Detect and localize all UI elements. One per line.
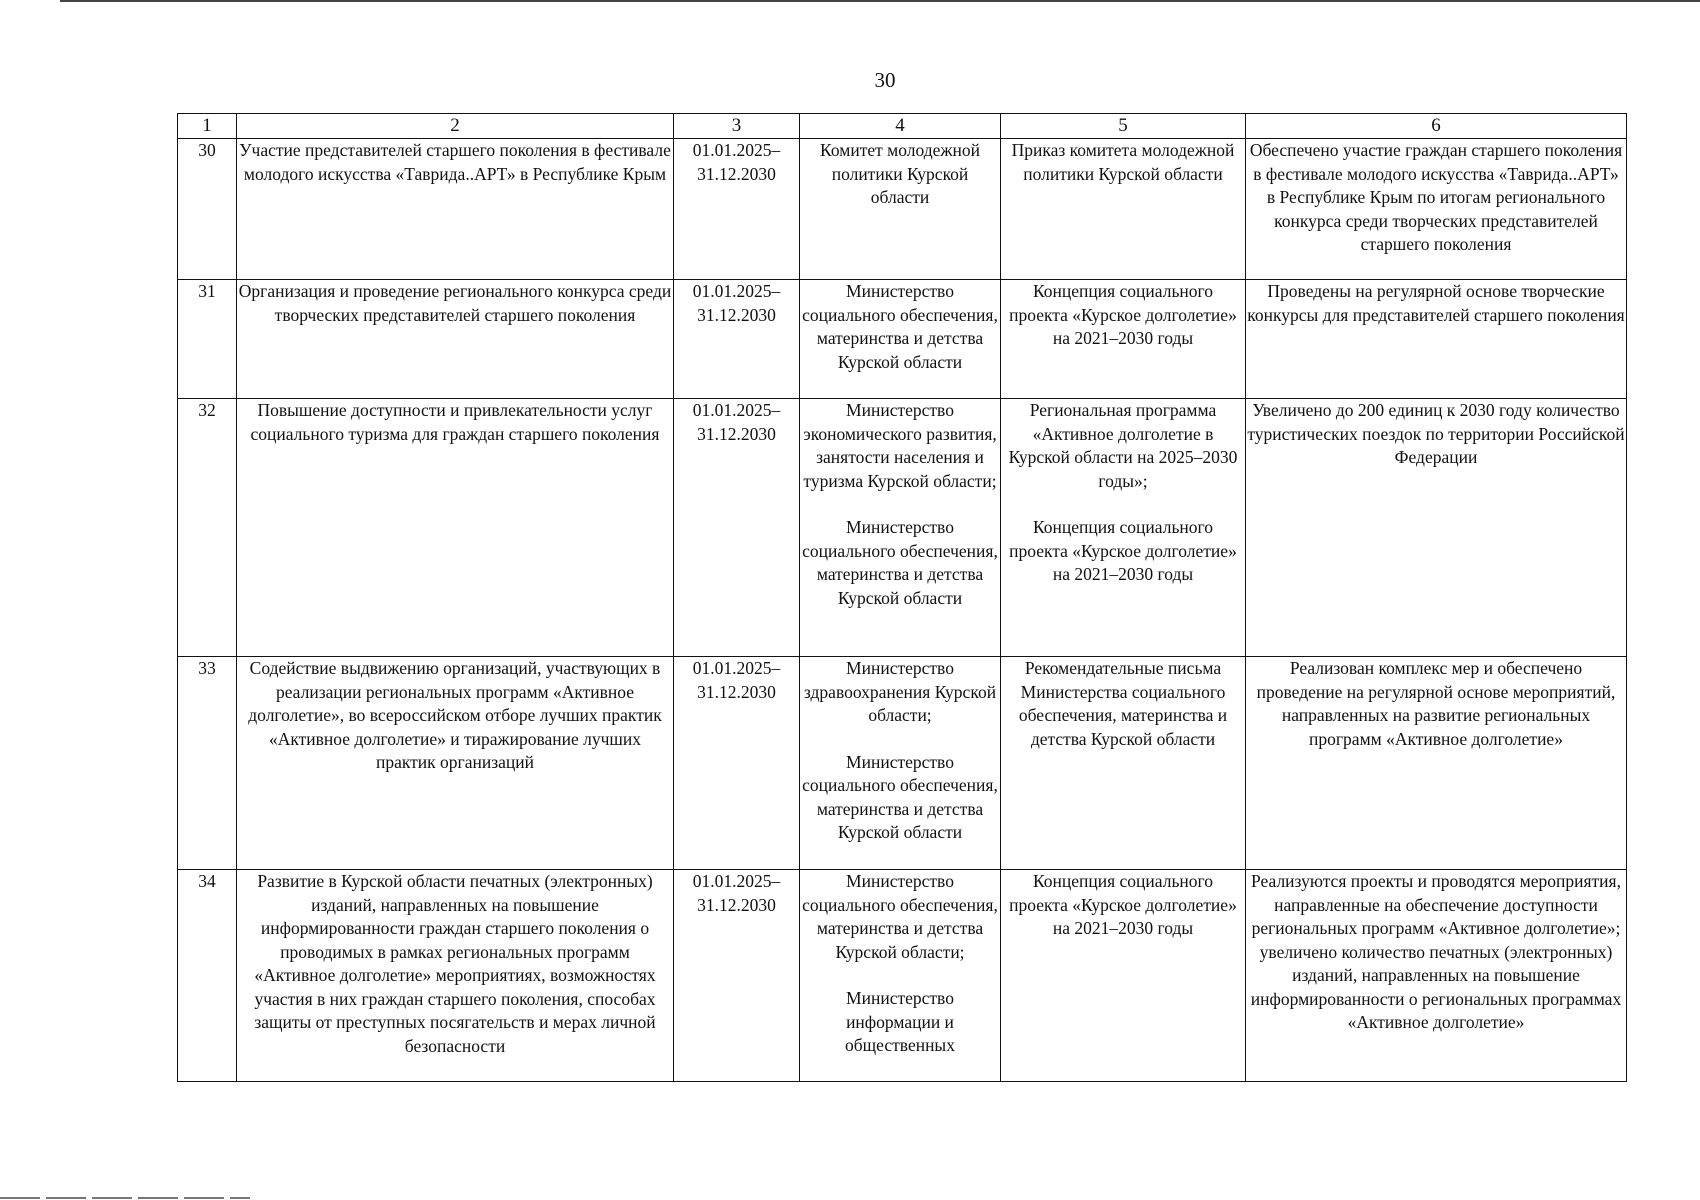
row-number: 34 bbox=[178, 870, 237, 1082]
document bbox=[1001, 657, 1246, 870]
expected-result: Реализуются проекты и проводятся мероприятия, направленные на обеспечение доступности региональных программ «Активное долголетие»; увеличено количество печатных (электронных) изданий, направленных на повышение информированности о региональных программах «Активное долголетие» bbox=[1246, 870, 1627, 1082]
executor-entry: Министерство информации и общественных bbox=[845, 988, 955, 1055]
executor-entry: Министерство социального обеспечения, материнства и детства Курской области bbox=[802, 281, 998, 372]
column-header: 6 bbox=[1246, 114, 1627, 139]
executor-entry: Министерство здравоохранения Курской области; bbox=[803, 658, 997, 725]
date-start: 01.01.2025– bbox=[692, 400, 781, 420]
executor bbox=[800, 657, 1001, 870]
document-entry: Рекомендательные письма Министерства социального обеспечения, материнства и детства Курской области bbox=[1018, 658, 1228, 749]
document-entry: Концепция социального проекта «Курское долголетие» на 2021–2030 годы bbox=[1009, 871, 1237, 938]
date-end: 31.12.2030 bbox=[697, 681, 776, 702]
table-row bbox=[178, 870, 1627, 1082]
executor-entry: Министерство социального обеспечения, материнства и детства Курской области bbox=[802, 751, 998, 842]
table-header-row bbox=[178, 114, 1627, 139]
document-entry: Региональная программа «Активное долголетие в Курской области на 2025–2030 годы»; bbox=[1008, 400, 1238, 491]
expected-result: Проведены на регулярной основе творческие конкурсы для представителей старшего поколения bbox=[1246, 280, 1627, 399]
date-start: 01.01.2025– bbox=[692, 140, 781, 160]
column-header: 3 bbox=[674, 114, 800, 139]
plan-table bbox=[177, 113, 1627, 1082]
date-end: 31.12.2030 bbox=[697, 423, 776, 444]
period bbox=[674, 399, 800, 657]
executor-entry: Министерство социального обеспечения, материнства и детства Курской области; bbox=[802, 871, 998, 962]
executor-entry: Министерство социального обеспечения, материнства и детства Курской области bbox=[802, 517, 998, 608]
row-number: 33 bbox=[178, 657, 237, 870]
column-header: 4 bbox=[800, 114, 1001, 139]
executor bbox=[800, 139, 1001, 280]
expected-result: Обеспечено участие граждан старшего поколения в фестивале молодого искусства «Таврида..АРТ» в Республике Крым по итогам регионального конкурса среди творческих представителей старшего поколения bbox=[1246, 139, 1627, 280]
table-row bbox=[178, 139, 1627, 280]
activity-name: Организация и проведение регионального конкурса среди творческих представителей старшего поколения bbox=[237, 280, 674, 399]
executor-entry: Комитет молодежной политики Курской области bbox=[820, 140, 980, 207]
document-entry: Приказ комитета молодежной политики Курской области bbox=[1011, 140, 1235, 184]
activity-name: Развитие в Курской области печатных (электронных) изданий, направленных на повышение информированности граждан старшего поколения о проводимых в рамках региональных программ «Активное долголетие» мероприятиях, возможностях участия в них граждан старшего поколения, способах защиты от преступных посягательств и мерах личной безопасности bbox=[237, 870, 674, 1082]
executor-entry: Министерство экономического развития, занятости населения и туризма Курской области; bbox=[803, 400, 997, 491]
column-header: 1 bbox=[178, 114, 237, 139]
executor bbox=[800, 399, 1001, 657]
executor bbox=[800, 280, 1001, 399]
document bbox=[1001, 870, 1246, 1082]
column-header: 5 bbox=[1001, 114, 1246, 139]
activity-name: Содействие выдвижению организаций, участвующих в реализации региональных программ «Активное долголетие», во всероссийском отборе лучших практик «Активное долголетие» и тиражирование лучших практик организаций bbox=[237, 657, 674, 870]
date-end: 31.12.2030 bbox=[697, 304, 776, 325]
table-row bbox=[178, 280, 1627, 399]
row-number: 31 bbox=[178, 280, 237, 399]
table-row bbox=[178, 657, 1627, 870]
expected-result: Реализован комплекс мер и обеспечено проведение на регулярной основе мероприятий, направленных на развитие региональных программ «Активное долголетие» bbox=[1246, 657, 1627, 870]
period bbox=[674, 139, 800, 280]
document bbox=[1001, 139, 1246, 280]
period bbox=[674, 870, 800, 1082]
expected-result: Увеличено до 200 единиц к 2030 году количество туристических поездок по территории Российской Федерации bbox=[1246, 399, 1627, 657]
document-entry: Концепция социального проекта «Курское долголетие» на 2021–2030 годы bbox=[1009, 281, 1237, 348]
page-number: 30 bbox=[874, 68, 896, 92]
activity-name: Участие представителей старшего поколения в фестивале молодого искусства «Таврида..АРТ» в Республике Крым bbox=[237, 139, 674, 280]
page-top-edge bbox=[60, 0, 1700, 2]
date-start: 01.01.2025– bbox=[692, 281, 781, 301]
page-bottom-edge bbox=[0, 1197, 250, 1199]
date-end: 31.12.2030 bbox=[697, 894, 776, 915]
document bbox=[1001, 280, 1246, 399]
document bbox=[1001, 399, 1246, 657]
date-start: 01.01.2025– bbox=[692, 871, 781, 891]
executor bbox=[800, 870, 1001, 1082]
period bbox=[674, 280, 800, 399]
row-number: 32 bbox=[178, 399, 237, 657]
column-header: 2 bbox=[237, 114, 674, 139]
row-number: 30 bbox=[178, 139, 237, 280]
activity-name: Повышение доступности и привлекательности услуг социального туризма для граждан старшего поколения bbox=[237, 399, 674, 657]
table-row bbox=[178, 399, 1627, 657]
document-entry: Концепция социального проекта «Курское долголетие» на 2021–2030 годы bbox=[1009, 517, 1237, 584]
period bbox=[674, 657, 800, 870]
date-end: 31.12.2030 bbox=[697, 163, 776, 184]
date-start: 01.01.2025– bbox=[692, 658, 781, 678]
